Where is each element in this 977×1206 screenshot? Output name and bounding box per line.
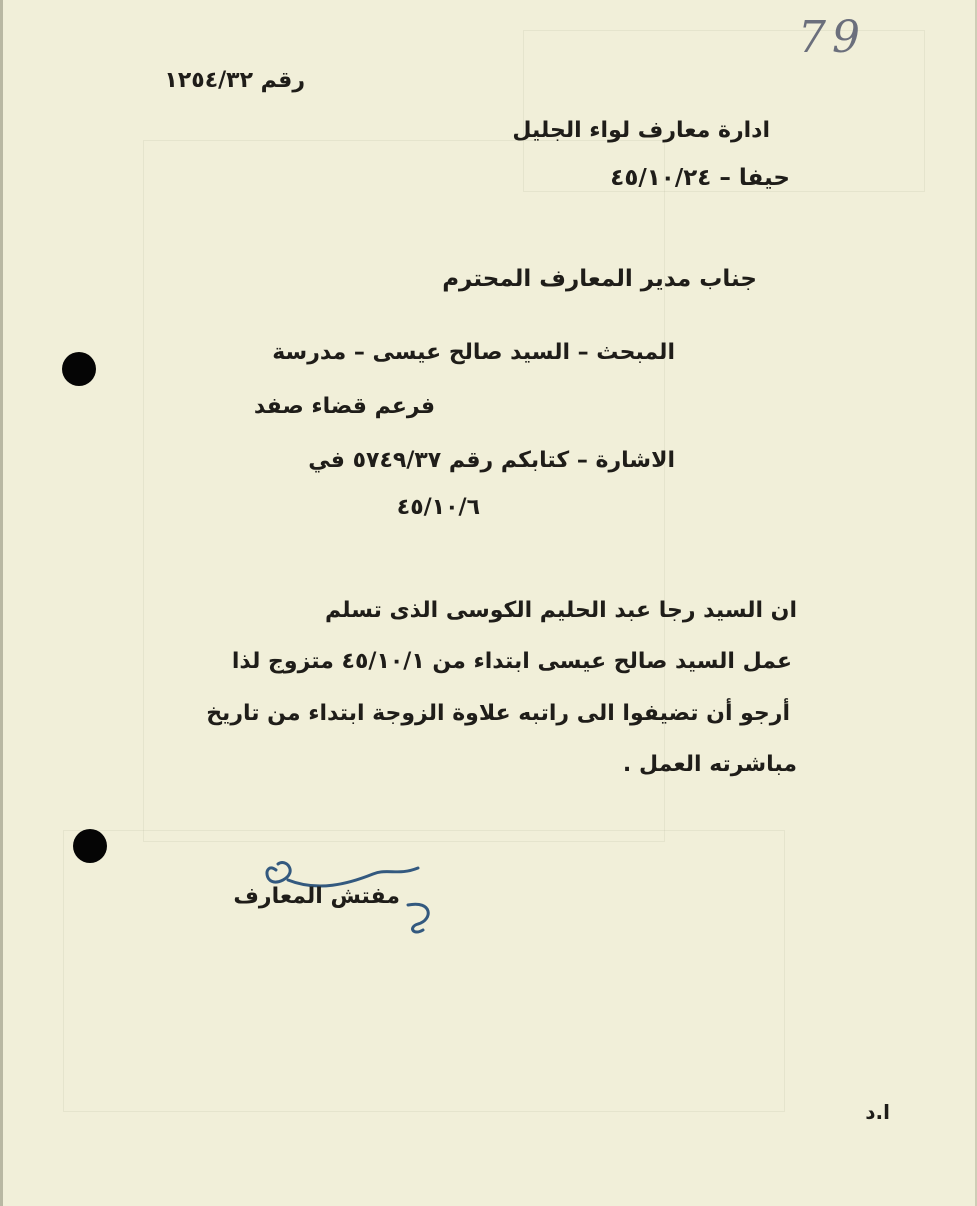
reference-number: رقم ١٢٥٤/٣٢ xyxy=(164,68,305,93)
subject-line-3: الاشارة – كتابكم رقم ٥٧٤٩/٣٧ في xyxy=(308,448,675,473)
body-line-1: ان السيد رجا عبد الحليم الكوسى الذى تسلم xyxy=(324,598,797,623)
subject-line-1: المبحث – السيد صالح عيسى – مدرسة xyxy=(272,340,675,365)
page-number: 79 xyxy=(798,12,866,63)
punch-hole-bottom xyxy=(73,829,107,863)
body-line-4: مباشرته العمل . xyxy=(622,752,797,777)
office-name: ادارة معارف لواء الجليل xyxy=(512,118,770,143)
show-through-box xyxy=(143,140,665,842)
body-line-2: عمل السيد صالح عيسى ابتداء من ٤٥/١٠/١ متزوج لذا xyxy=(231,649,792,674)
subject-line-2: فرعم قضاء صفد xyxy=(253,394,435,419)
signature-title: مفتش المعارف xyxy=(233,884,400,909)
footer-mark: ا.د xyxy=(865,1100,890,1124)
body-line-3: أرجو أن تضيفوا الى راتبه علاوة الزوجة ابتداء من تاريخ xyxy=(206,701,790,726)
subject-line-4: ٤٥/١٠/٦ xyxy=(396,495,480,520)
punch-hole-top xyxy=(62,352,96,386)
addressee: جناب مدير المعارف المحترم xyxy=(442,266,757,292)
place-date: حيفا – ٤٥/١٠/٢٤ xyxy=(610,165,790,191)
